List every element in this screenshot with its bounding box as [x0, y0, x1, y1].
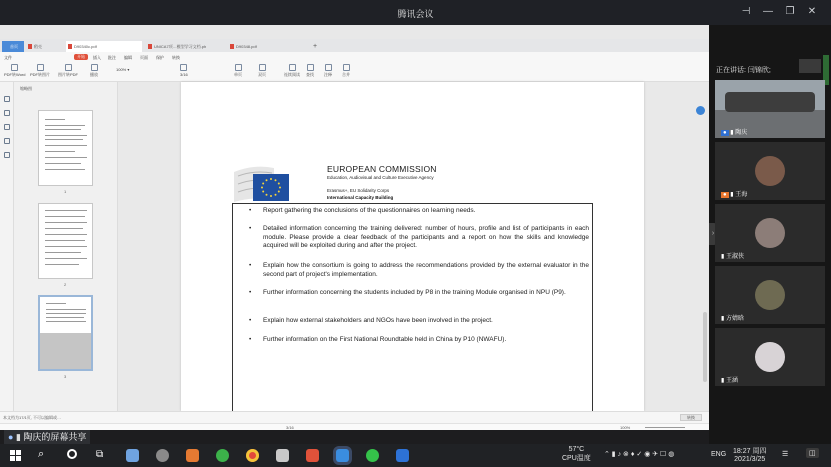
tab-pdf-3[interactable]	[228, 41, 306, 52]
cortana-icon[interactable]	[67, 449, 77, 459]
requirement-item: • Explain how external stakeholders and NGOs have been involved in the project.	[263, 317, 589, 326]
thumb-viewport-overlay	[40, 333, 93, 371]
clock-date: 2021/3/25	[734, 456, 766, 463]
unit-name: International Capacity Building	[327, 195, 394, 200]
notification-count[interactable]: ◫	[806, 448, 819, 458]
thumbnail-page-3-selected[interactable]	[38, 295, 93, 371]
ribbon-label: 播放	[90, 72, 98, 77]
tab-home[interactable]	[2, 41, 24, 52]
thumb-line	[45, 139, 83, 140]
ribbon-continuous[interactable]	[284, 64, 300, 78]
ribbon-label: 合并	[342, 72, 350, 77]
cpu-temp	[562, 446, 591, 463]
double-page-icon	[259, 64, 266, 71]
ribbon-pdf-to-image[interactable]	[30, 64, 50, 78]
mic-icon: ▮	[15, 432, 21, 442]
zoom-select[interactable]: 100% ▾	[116, 67, 130, 72]
wechat-icon[interactable]	[366, 449, 379, 462]
ribbon-label: 单页	[234, 72, 242, 77]
close-button[interactable]: ✕	[807, 6, 817, 17]
ribbon-play[interactable]	[90, 64, 98, 78]
top-strip	[0, 25, 709, 39]
bookmark-icon[interactable]	[4, 110, 10, 116]
menu-insert[interactable]: 插入	[93, 55, 101, 60]
programme-name: Erasmus+, EU Solidarity Corps	[327, 188, 390, 193]
windows-logo-icon	[10, 450, 15, 455]
thumb-line	[45, 210, 87, 211]
app-icon-feather[interactable]	[126, 449, 139, 462]
single-page-icon	[235, 64, 242, 71]
thumb-line	[45, 135, 87, 136]
thumbnail-number: 1	[64, 189, 67, 194]
pdf-icon	[230, 44, 234, 49]
thumbnail-page-2[interactable]	[38, 203, 93, 279]
continuous-icon	[289, 64, 296, 71]
language-indicator[interactable]: ENG	[711, 451, 727, 458]
wps-icon[interactable]	[396, 449, 409, 462]
thumb-line	[45, 157, 87, 158]
ribbon-merge[interactable]	[342, 64, 350, 78]
pdf-icon	[68, 44, 72, 49]
thumb-line	[45, 258, 87, 259]
video-tile-wangshuxia[interactable]	[715, 204, 825, 262]
ribbon-label: 图片转PDF	[58, 72, 78, 77]
menu-page[interactable]: 页面	[140, 55, 148, 60]
thumb-line	[45, 119, 65, 120]
status-convert-button[interactable]: 转换	[680, 414, 702, 421]
ribbon-label: PDF转Word	[4, 72, 26, 77]
task-view-icon[interactable]: ⧉	[96, 449, 104, 460]
tencent-meeting-icon[interactable]	[336, 449, 349, 462]
app-icon-sogou[interactable]	[156, 449, 169, 462]
app-icon-orange[interactable]	[186, 449, 199, 462]
minimize-button[interactable]: —	[763, 6, 773, 17]
menu-file[interactable]: 文件	[4, 55, 12, 60]
status-notice: 本文档为17/1页, 不可以编辑或…	[3, 415, 62, 420]
thumbnail-number: 2	[64, 282, 67, 287]
assistant-icon[interactable]	[696, 106, 705, 115]
thumb-line	[46, 313, 86, 314]
app-icon-gear[interactable]	[276, 449, 289, 462]
thumb-line	[45, 216, 85, 217]
comment-icon[interactable]	[4, 124, 10, 130]
search-icon[interactable]	[4, 152, 10, 158]
speaker-thumb	[799, 59, 821, 73]
ribbon-label: 双页	[258, 72, 266, 77]
participant-name: ▮ 方婧晗	[721, 316, 744, 322]
avatar	[755, 156, 785, 186]
shared-screen	[0, 25, 709, 430]
menu-edit[interactable]: 编辑	[124, 55, 132, 60]
thumb-line	[46, 303, 66, 304]
video-tile-fangjinghan[interactable]	[715, 266, 825, 324]
ribbon-double-page[interactable]	[258, 64, 266, 78]
participant-name: ● ▮ 王海	[723, 192, 748, 198]
attachment-icon[interactable]	[4, 138, 10, 144]
status-row	[0, 423, 709, 430]
clock-weekday: 周四	[752, 448, 767, 455]
share-bar	[0, 430, 709, 444]
agency-name: Education, Audiovisual and Culture Executive Agency	[327, 175, 434, 180]
thumb-line	[45, 151, 75, 152]
play-icon	[91, 64, 98, 71]
ribbon-image-to-pdf[interactable]	[58, 64, 78, 78]
tab-pdf-2-label: UNICA7项…模型学习文档.ph	[154, 44, 207, 49]
window-title: 腾讯会议	[397, 9, 434, 19]
new-tab-button[interactable]: +	[313, 43, 318, 50]
tab-docer[interactable]	[26, 41, 62, 52]
sidebar-rail	[0, 82, 14, 411]
matlab-icon[interactable]	[306, 449, 319, 462]
find-icon	[307, 64, 314, 71]
notification-icon[interactable]: ☰	[782, 451, 789, 458]
video-feed	[725, 92, 815, 112]
thumbnail-panel-title: 缩略图	[20, 86, 32, 91]
thumb-line	[45, 240, 85, 241]
mic-muted-icon: ▮	[730, 192, 734, 198]
avatar	[755, 280, 785, 310]
participant-name: ▮ 王淑侠	[721, 254, 744, 260]
cpu-temp-label: CPU温度	[562, 455, 591, 462]
mic-icon: ▮	[730, 130, 734, 136]
meeting-title-bar	[0, 0, 831, 25]
european-commission-logo	[234, 162, 291, 203]
ribbon-pdf-to-word[interactable]	[4, 64, 25, 78]
thumbnail-page-1[interactable]	[38, 110, 93, 186]
ribbon-prev-page[interactable]	[180, 64, 188, 77]
host-icon: ●	[723, 130, 727, 136]
chrome-icon[interactable]	[246, 449, 259, 462]
requirement-item: • Explain how the consortium is going to address the recommendations provided by the external evaluator in the second part of project's implementation.	[263, 262, 589, 279]
docer-icon	[28, 44, 32, 49]
mic-muted-icon: ▮	[721, 316, 725, 322]
screen-share-text: 陶庆的屏幕共享	[23, 432, 87, 442]
ribbon-single-page[interactable]	[234, 64, 242, 78]
thumb-line	[45, 129, 81, 130]
screen-share-label[interactable]	[4, 430, 90, 444]
annotate-icon	[325, 64, 332, 71]
thumb-line	[45, 228, 83, 229]
cpu-temp-value: 57°C	[568, 446, 585, 453]
requirement-item: • Report gathering the conclusions of the questionnaires on learning needs.	[263, 207, 589, 216]
thumbnail-number: 3	[64, 374, 67, 379]
ribbon-label: PDF转图片	[30, 72, 50, 77]
thumb-line	[45, 145, 87, 146]
document-area	[118, 82, 709, 411]
pdf-to-word-icon	[11, 64, 18, 71]
tray-icons[interactable]: ⌃ ▮ ♪ ⊗ ♦ ✓ ◉ ✈ ☐ ◍	[604, 451, 675, 458]
tab-bar	[0, 39, 709, 52]
thumb-line	[45, 264, 79, 265]
ribbon-label: 注释	[324, 72, 332, 77]
taskbar	[0, 444, 831, 467]
status-zoom: 100%	[620, 425, 631, 430]
avatar	[755, 342, 785, 372]
prev-icon	[180, 64, 187, 71]
requirements-box	[232, 203, 593, 413]
tab-pdf-active[interactable]	[66, 41, 142, 52]
thumbnail-panel	[14, 82, 118, 411]
person-icon: ●	[8, 432, 14, 442]
cohost-icon: ●	[723, 192, 727, 198]
collapse-panel-button[interactable]: ›	[709, 223, 717, 245]
tab-pdf-3-label: D90348.pdf	[236, 44, 257, 49]
participant-name: ● ▮ 陶庆	[723, 130, 748, 136]
zoom-slider[interactable]	[645, 427, 685, 428]
thumb-line	[45, 246, 87, 247]
start-button[interactable]	[10, 450, 21, 461]
speaking-indicator: 正在讲话: 闫锦欣;	[716, 67, 771, 74]
video-tile-wanghai[interactable]	[715, 142, 825, 200]
zoom-value: 100%	[116, 67, 127, 72]
vertical-scrollbar[interactable]	[703, 312, 707, 382]
thumbnail-icon[interactable]	[4, 96, 10, 102]
merge-icon	[343, 64, 350, 71]
avatar	[755, 218, 785, 248]
menu-annotate[interactable]: 批注	[108, 55, 116, 60]
thumb-line	[45, 125, 85, 126]
tab-pdf-label: D90340c.pdf	[74, 44, 97, 49]
menu-protect[interactable]: 保护	[156, 55, 164, 60]
pdf-page	[181, 82, 644, 411]
menu-bar	[0, 52, 709, 62]
status-page: 3/16	[286, 425, 294, 430]
thumb-line	[46, 317, 84, 318]
thumb-line	[46, 309, 86, 310]
image-to-pdf-icon	[65, 64, 72, 71]
restore-button[interactable]: ❐	[785, 6, 795, 17]
ribbon-toolbar	[0, 62, 709, 82]
pin-icon[interactable]: ⊣	[741, 6, 751, 17]
thumb-line	[45, 222, 87, 223]
org-name: EUROPEAN COMMISSION	[327, 164, 437, 174]
tab-pdf-2[interactable]	[146, 41, 224, 52]
ribbon-annotate[interactable]	[324, 64, 332, 78]
status-bar	[0, 411, 709, 430]
pdf-icon	[148, 44, 152, 49]
thumb-line	[46, 321, 86, 322]
clock-time: 18:27	[733, 448, 751, 455]
mic-muted-icon: ▮	[721, 254, 725, 260]
tab-docer-label: 稻壳	[34, 44, 42, 49]
requirement-item: • Further information on the First National Roundtable held in China by P10 (NWAFU).	[263, 336, 589, 345]
requirement-item: • Further information concerning the students included by P8 in the training Module organised in NPU (P9).	[263, 289, 589, 298]
requirement-item: • Detailed information concerning the training delivered: number of hours, profile and list of participants in each module. Please provide a clear feedback of the participants and a report on how the skills and knowledge acquired will be exploited during and after the project.	[263, 225, 589, 251]
ribbon-find[interactable]	[306, 64, 314, 78]
menu-start[interactable]: 开始	[74, 54, 88, 60]
video-tile-wanghan[interactable]	[715, 328, 825, 386]
menu-convert[interactable]: 转换	[172, 55, 180, 60]
tab-home-label: 首页	[10, 44, 18, 49]
video-tile-taoqing[interactable]	[715, 80, 825, 138]
thumb-line	[45, 163, 81, 164]
clock[interactable]	[733, 446, 766, 463]
thumb-line	[45, 169, 85, 170]
ribbon-label: 查找	[306, 72, 314, 77]
app-icon-green[interactable]	[216, 449, 229, 462]
ribbon-label: 连续阅读	[284, 72, 300, 77]
thumb-line	[45, 234, 87, 235]
pdf-to-image-icon	[37, 64, 44, 71]
mic-muted-icon: ▮	[721, 378, 725, 384]
search-icon[interactable]: ⌕	[38, 448, 45, 460]
participant-name: ▮ 王涵	[721, 378, 738, 384]
thumb-line	[45, 252, 81, 253]
participants-panel	[709, 25, 831, 444]
page-indicator: 3/16	[180, 72, 188, 77]
